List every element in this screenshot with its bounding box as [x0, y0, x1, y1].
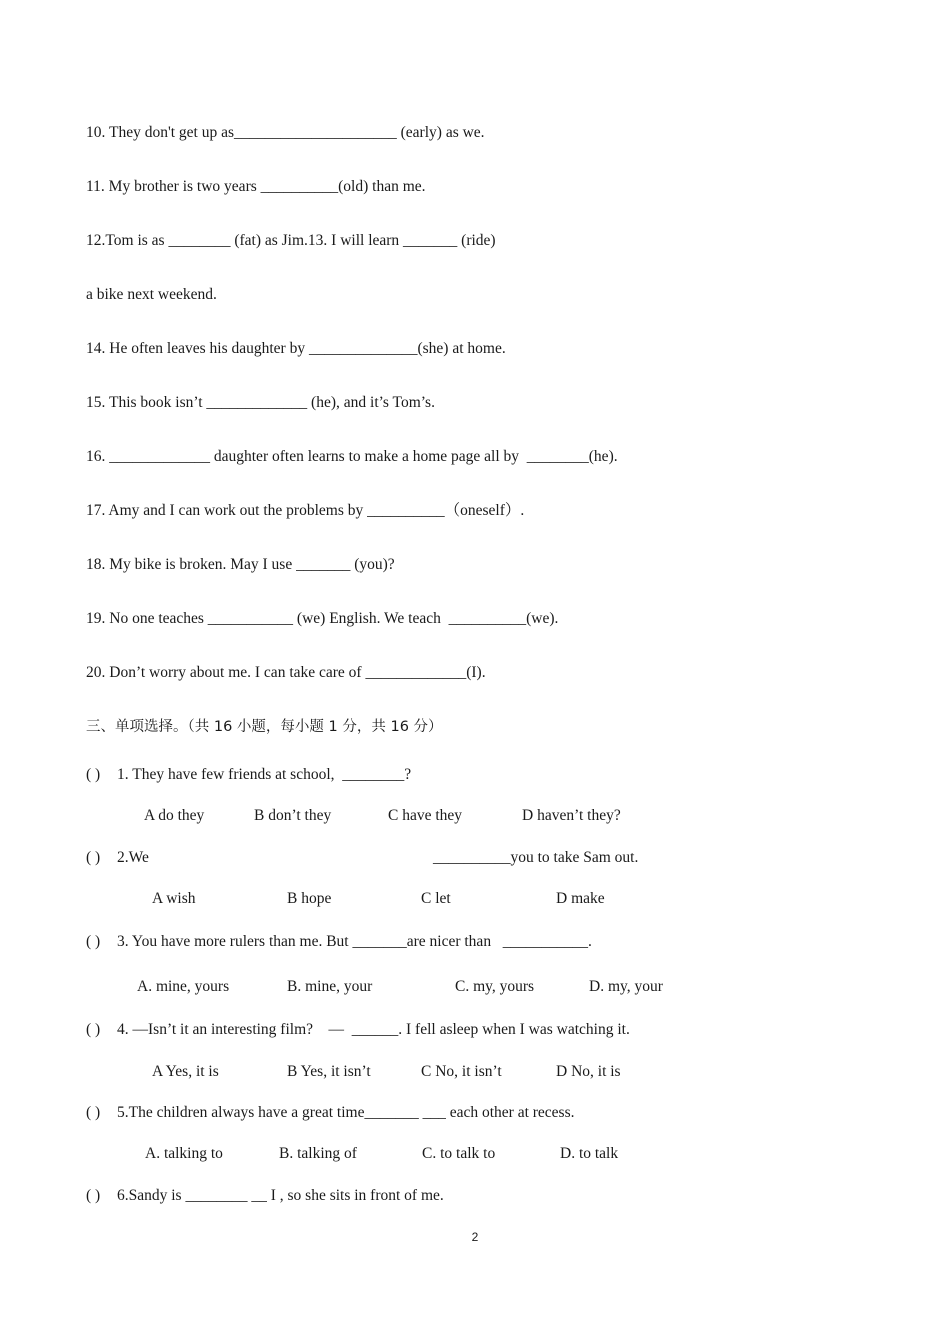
- mc-question-5: 5.The children always have a great time_______ ___ each other at recess.: [117, 1104, 575, 1121]
- mc-question-2: 2.We: [117, 849, 149, 866]
- question-20: 20. Don’t worry about me. I can take care of _____________(I).: [86, 664, 486, 681]
- option-b: B Yes, it isn’t: [287, 1063, 371, 1080]
- mc-question-1: 1. They have few friends at school, ________?: [117, 766, 412, 783]
- question-19: 19. No one teaches ___________ (we) English. We teach __________(we).: [86, 610, 559, 627]
- option-a: A wish: [152, 890, 196, 907]
- question-15: 15. This book isn’t _____________ (he), and it’s Tom’s.: [86, 394, 435, 411]
- option-d: D. to talk: [560, 1145, 619, 1162]
- question-17: 17. Amy and I can work out the problems by __________（oneself）.: [86, 502, 525, 519]
- option-d: D. my, your: [589, 978, 663, 995]
- option-b: B don’t they: [254, 807, 332, 824]
- option-c: C have they: [388, 807, 463, 824]
- option-d: D make: [556, 890, 605, 907]
- question-12-13: 12.Tom is as ________ (fat) as Jim.13. I will learn _______ (ride): [86, 232, 496, 249]
- option-a: A do they: [144, 807, 205, 824]
- section-title: 三、单项选择。（共 16 小题，每小题 1 分，共 16 分）: [86, 719, 443, 735]
- page-number: 2: [471, 1230, 479, 1244]
- option-d: D No, it is: [556, 1063, 621, 1080]
- answer-paren: ( ): [86, 1021, 101, 1038]
- question-13-continued: a bike next weekend.: [86, 286, 217, 303]
- answer-paren: ( ): [86, 849, 101, 866]
- question-11: 11. My brother is two years __________(old) than me.: [86, 178, 426, 195]
- answer-paren: ( ): [86, 933, 101, 950]
- option-a: A. mine, yours: [137, 978, 230, 995]
- option-c: C. to talk to: [422, 1145, 496, 1162]
- question-14: 14. He often leaves his daughter by ______________(she) at home.: [86, 340, 506, 357]
- option-b: B. mine, your: [287, 978, 373, 995]
- answer-paren: ( ): [86, 1104, 101, 1121]
- option-a: A Yes, it is: [152, 1063, 219, 1080]
- option-b: B. talking of: [279, 1145, 357, 1162]
- mc-question-2-continued: __________you to take Sam out.: [433, 849, 639, 866]
- option-c: C No, it isn’t: [421, 1063, 502, 1080]
- mc-question-3: 3. You have more rulers than me. But _______are nicer than ___________.: [117, 933, 592, 950]
- option-c: C let: [421, 890, 451, 907]
- option-b: B hope: [287, 890, 332, 907]
- option-a: A. talking to: [145, 1145, 223, 1162]
- question-16: 16. _____________ daughter often learns to make a home page all by ________(he).: [86, 448, 618, 465]
- mc-question-6: 6.Sandy is ________ __ I , so she sits in front of me.: [117, 1187, 444, 1204]
- answer-paren: ( ): [86, 1187, 101, 1204]
- question-18: 18. My bike is broken. May I use _______ (you)?: [86, 556, 395, 573]
- answer-paren: ( ): [86, 766, 101, 783]
- question-10: 10. They don't get up as_____________________ (early) as we.: [86, 124, 485, 141]
- mc-question-4: 4. —Isn’t it an interesting film? — ______. I fell asleep when I was watching it.: [117, 1021, 630, 1038]
- option-c: C. my, yours: [455, 978, 535, 995]
- option-d: D haven’t they?: [522, 807, 621, 824]
